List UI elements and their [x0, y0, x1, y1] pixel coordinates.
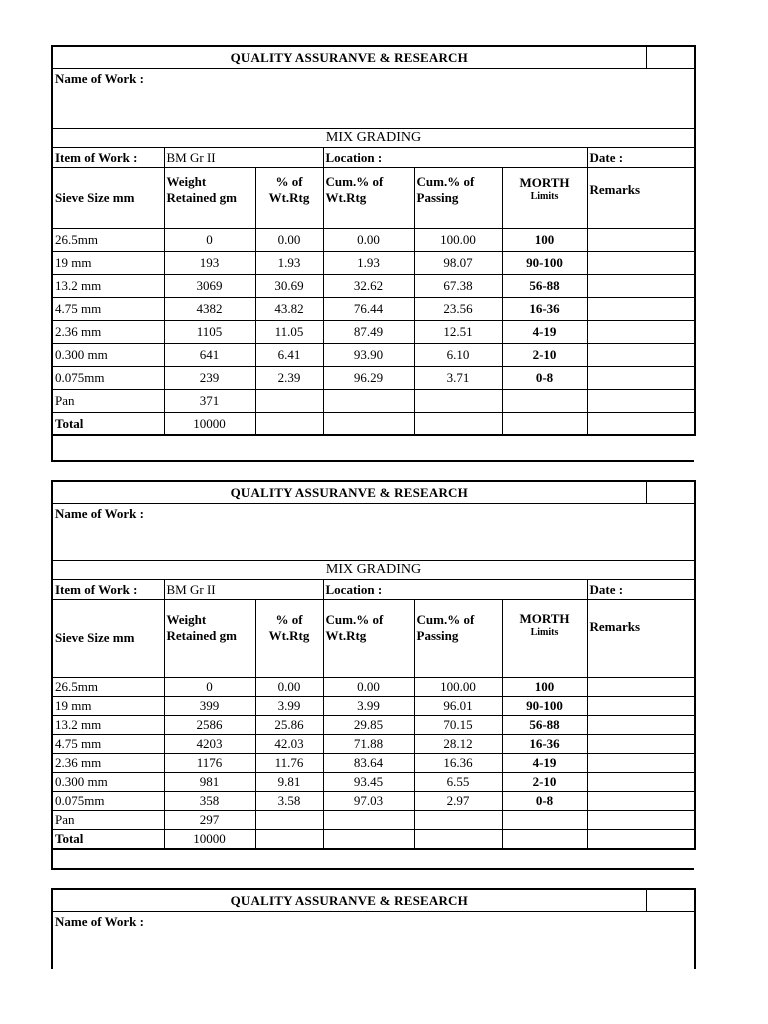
- cell-limit: 16-36: [502, 297, 587, 320]
- cell-sieve: 26.5mm: [52, 677, 164, 696]
- cell-cum: 76.44: [323, 297, 414, 320]
- cell-remarks: [587, 343, 695, 366]
- cell-remarks: [587, 753, 695, 772]
- cell-cum: 93.90: [323, 343, 414, 366]
- cell-sieve: 13.2 mm: [52, 715, 164, 734]
- date-label: Date :: [587, 579, 695, 599]
- cell-weight: 399: [164, 696, 255, 715]
- cell-limit: 56-88: [502, 274, 587, 297]
- cell-weight: 2586: [164, 715, 255, 734]
- cell-cum: 0.00: [323, 228, 414, 251]
- cell-pct: 25.86: [255, 715, 323, 734]
- cell-sieve: 13.2 mm: [52, 274, 164, 297]
- table-row: [52, 274, 695, 297]
- total-label: Total: [52, 829, 164, 849]
- cell-pct: 1.93: [255, 251, 323, 274]
- header-morth: [502, 599, 587, 677]
- cell-pct: 11.05: [255, 320, 323, 343]
- blank-cell: [323, 829, 414, 849]
- cell-sieve: 4.75 mm: [52, 297, 164, 320]
- cell-remarks: [587, 791, 695, 810]
- cell-cum: 29.85: [323, 715, 414, 734]
- name-of-work-label: Name of Work :: [52, 503, 695, 560]
- header-morth-sub: Limits: [530, 626, 559, 638]
- cell-pct: [255, 389, 323, 412]
- header-remarks: Remarks: [587, 167, 695, 228]
- form-footer-band: [51, 850, 694, 870]
- table-row: [52, 696, 695, 715]
- cell-passing: 96.01: [414, 696, 502, 715]
- grading-rows-2: [52, 677, 695, 849]
- blank-cell: [323, 412, 414, 435]
- cell-sieve: 2.36 mm: [52, 753, 164, 772]
- cell-pct: 11.76: [255, 753, 323, 772]
- cell-passing: [414, 389, 502, 412]
- cell-remarks: [587, 320, 695, 343]
- table-row: [52, 228, 695, 251]
- header-sieve: Sieve Size mm: [52, 599, 164, 677]
- cell-cum: 97.03: [323, 791, 414, 810]
- form-table: [51, 888, 696, 969]
- table-row: [52, 320, 695, 343]
- table-row: [52, 734, 695, 753]
- date-label: Date :: [587, 147, 695, 167]
- mix-grading-form-1: [51, 45, 694, 462]
- cell-pct: 2.39: [255, 366, 323, 389]
- cell-passing: 23.56: [414, 297, 502, 320]
- item-of-work-label: Item of Work :: [52, 147, 164, 167]
- blank-cell: [255, 412, 323, 435]
- mix-grading-form-2: [51, 480, 694, 870]
- cell-sieve: Pan: [52, 810, 164, 829]
- header-morth-label: MORTH: [519, 174, 570, 190]
- cell-remarks: [587, 274, 695, 297]
- cell-weight: 1176: [164, 753, 255, 772]
- cell-sieve: 0.075mm: [52, 366, 164, 389]
- cell-limit: 2-10: [502, 343, 587, 366]
- header-pct: % of Wt.Rtg: [255, 599, 323, 677]
- cell-weight: 4382: [164, 297, 255, 320]
- cell-passing: 100.00: [414, 228, 502, 251]
- cell-pct: [255, 810, 323, 829]
- cell-weight: 297: [164, 810, 255, 829]
- title-side-cell: [646, 46, 695, 68]
- table-row: [52, 791, 695, 810]
- mix-grading-form-3: [51, 888, 694, 969]
- header-passing: Cum.% of Passing: [414, 167, 502, 228]
- cell-pct: 3.58: [255, 791, 323, 810]
- section-title: MIX GRADING: [52, 128, 695, 147]
- cell-weight: 358: [164, 791, 255, 810]
- cell-cum: 3.99: [323, 696, 414, 715]
- form-title: QUALITY ASSURANVE & RESEARCH: [52, 46, 646, 68]
- total-value: 10000: [164, 829, 255, 849]
- cell-remarks: [587, 715, 695, 734]
- cell-pct: 6.41: [255, 343, 323, 366]
- header-passing: Cum.% of Passing: [414, 599, 502, 677]
- item-of-work-value: BM Gr II: [164, 147, 323, 167]
- cell-weight: 193: [164, 251, 255, 274]
- cell-sieve: 0.300 mm: [52, 772, 164, 791]
- cell-passing: 6.10: [414, 343, 502, 366]
- cell-limit: 4-19: [502, 753, 587, 772]
- blank-cell: [502, 412, 587, 435]
- form-table: [51, 480, 696, 850]
- name-of-work-label: Name of Work :: [52, 911, 695, 969]
- header-morth: [502, 167, 587, 228]
- cell-sieve: 2.36 mm: [52, 320, 164, 343]
- cell-weight: 0: [164, 677, 255, 696]
- header-morth-sub: Limits: [530, 190, 559, 202]
- cell-limit: 100: [502, 228, 587, 251]
- cell-limit: 90-100: [502, 251, 587, 274]
- cell-remarks: [587, 389, 695, 412]
- name-of-work-label: Name of Work :: [52, 68, 695, 128]
- cell-remarks: [587, 734, 695, 753]
- section-title: MIX GRADING: [52, 560, 695, 579]
- blank-cell: [414, 412, 502, 435]
- cell-pct: 42.03: [255, 734, 323, 753]
- cell-cum: 32.62: [323, 274, 414, 297]
- cell-passing: 2.97: [414, 791, 502, 810]
- cell-weight: 0: [164, 228, 255, 251]
- cell-pct: 3.99: [255, 696, 323, 715]
- form-footer-band: [51, 436, 694, 462]
- cell-cum: 0.00: [323, 677, 414, 696]
- item-of-work-value: BM Gr II: [164, 579, 323, 599]
- cell-limit: 0-8: [502, 791, 587, 810]
- cell-limit: 2-10: [502, 772, 587, 791]
- title-side-cell: [646, 481, 695, 503]
- cell-weight: 239: [164, 366, 255, 389]
- cell-remarks: [587, 251, 695, 274]
- cell-cum: 83.64: [323, 753, 414, 772]
- cell-pct: 43.82: [255, 297, 323, 320]
- item-of-work-label: Item of Work :: [52, 579, 164, 599]
- grading-rows-1: [52, 228, 695, 435]
- cell-sieve: 19 mm: [52, 251, 164, 274]
- cell-limit: 16-36: [502, 734, 587, 753]
- form-table: [51, 45, 696, 436]
- cell-pct: 9.81: [255, 772, 323, 791]
- cell-cum: 87.49: [323, 320, 414, 343]
- cell-weight: 4203: [164, 734, 255, 753]
- cell-passing: 6.55: [414, 772, 502, 791]
- form-title: QUALITY ASSURANVE & RESEARCH: [52, 481, 646, 503]
- header-weight: Weight Retained gm: [164, 599, 255, 677]
- cell-sieve: 26.5mm: [52, 228, 164, 251]
- cell-cum: 96.29: [323, 366, 414, 389]
- cell-weight: 1105: [164, 320, 255, 343]
- header-cum: Cum.% of Wt.Rtg: [323, 599, 414, 677]
- cell-weight: 981: [164, 772, 255, 791]
- cell-remarks: [587, 810, 695, 829]
- cell-remarks: [587, 677, 695, 696]
- cell-limit: 100: [502, 677, 587, 696]
- cell-passing: 12.51: [414, 320, 502, 343]
- table-row: [52, 343, 695, 366]
- table-row: [52, 715, 695, 734]
- table-row: [52, 810, 695, 829]
- table-row: [52, 366, 695, 389]
- title-side-cell: [646, 889, 695, 911]
- header-sieve: Sieve Size mm: [52, 167, 164, 228]
- cell-passing: 16.36: [414, 753, 502, 772]
- cell-passing: 67.38: [414, 274, 502, 297]
- cell-limit: 0-8: [502, 366, 587, 389]
- blank-cell: [414, 829, 502, 849]
- table-row: [52, 297, 695, 320]
- cell-limit: [502, 389, 587, 412]
- cell-sieve: 0.075mm: [52, 791, 164, 810]
- blank-cell: [255, 829, 323, 849]
- cell-passing: 3.71: [414, 366, 502, 389]
- cell-cum: [323, 389, 414, 412]
- header-pct: % of Wt.Rtg: [255, 167, 323, 228]
- cell-cum: [323, 810, 414, 829]
- header-weight: Weight Retained gm: [164, 167, 255, 228]
- form-title: QUALITY ASSURANVE & RESEARCH: [52, 889, 646, 911]
- cell-weight: 371: [164, 389, 255, 412]
- cell-passing: 100.00: [414, 677, 502, 696]
- cell-cum: 71.88: [323, 734, 414, 753]
- cell-weight: 3069: [164, 274, 255, 297]
- header-remarks: Remarks: [587, 599, 695, 677]
- table-row: [52, 389, 695, 412]
- cell-sieve: 19 mm: [52, 696, 164, 715]
- cell-cum: 93.45: [323, 772, 414, 791]
- cell-pct: 30.69: [255, 274, 323, 297]
- cell-limit: [502, 810, 587, 829]
- total-row: [52, 412, 695, 435]
- cell-passing: 28.12: [414, 734, 502, 753]
- blank-cell: [587, 829, 695, 849]
- cell-remarks: [587, 366, 695, 389]
- cell-passing: 98.07: [414, 251, 502, 274]
- cell-limit: 4-19: [502, 320, 587, 343]
- table-row: [52, 753, 695, 772]
- cell-remarks: [587, 696, 695, 715]
- cell-passing: [414, 810, 502, 829]
- total-row: [52, 829, 695, 849]
- cell-pct: 0.00: [255, 677, 323, 696]
- cell-remarks: [587, 228, 695, 251]
- cell-remarks: [587, 772, 695, 791]
- cell-passing: 70.15: [414, 715, 502, 734]
- cell-sieve: Pan: [52, 389, 164, 412]
- blank-cell: [587, 412, 695, 435]
- location-label: Location :: [323, 147, 587, 167]
- cell-remarks: [587, 297, 695, 320]
- cell-sieve: 4.75 mm: [52, 734, 164, 753]
- header-morth-label: MORTH: [519, 610, 570, 626]
- total-label: Total: [52, 412, 164, 435]
- table-row: [52, 772, 695, 791]
- cell-limit: 56-88: [502, 715, 587, 734]
- location-label: Location :: [323, 579, 587, 599]
- cell-pct: 0.00: [255, 228, 323, 251]
- header-cum: Cum.% of Wt.Rtg: [323, 167, 414, 228]
- cell-limit: 90-100: [502, 696, 587, 715]
- cell-sieve: 0.300 mm: [52, 343, 164, 366]
- table-row: [52, 251, 695, 274]
- blank-cell: [502, 829, 587, 849]
- table-row: [52, 677, 695, 696]
- total-value: 10000: [164, 412, 255, 435]
- cell-cum: 1.93: [323, 251, 414, 274]
- cell-weight: 641: [164, 343, 255, 366]
